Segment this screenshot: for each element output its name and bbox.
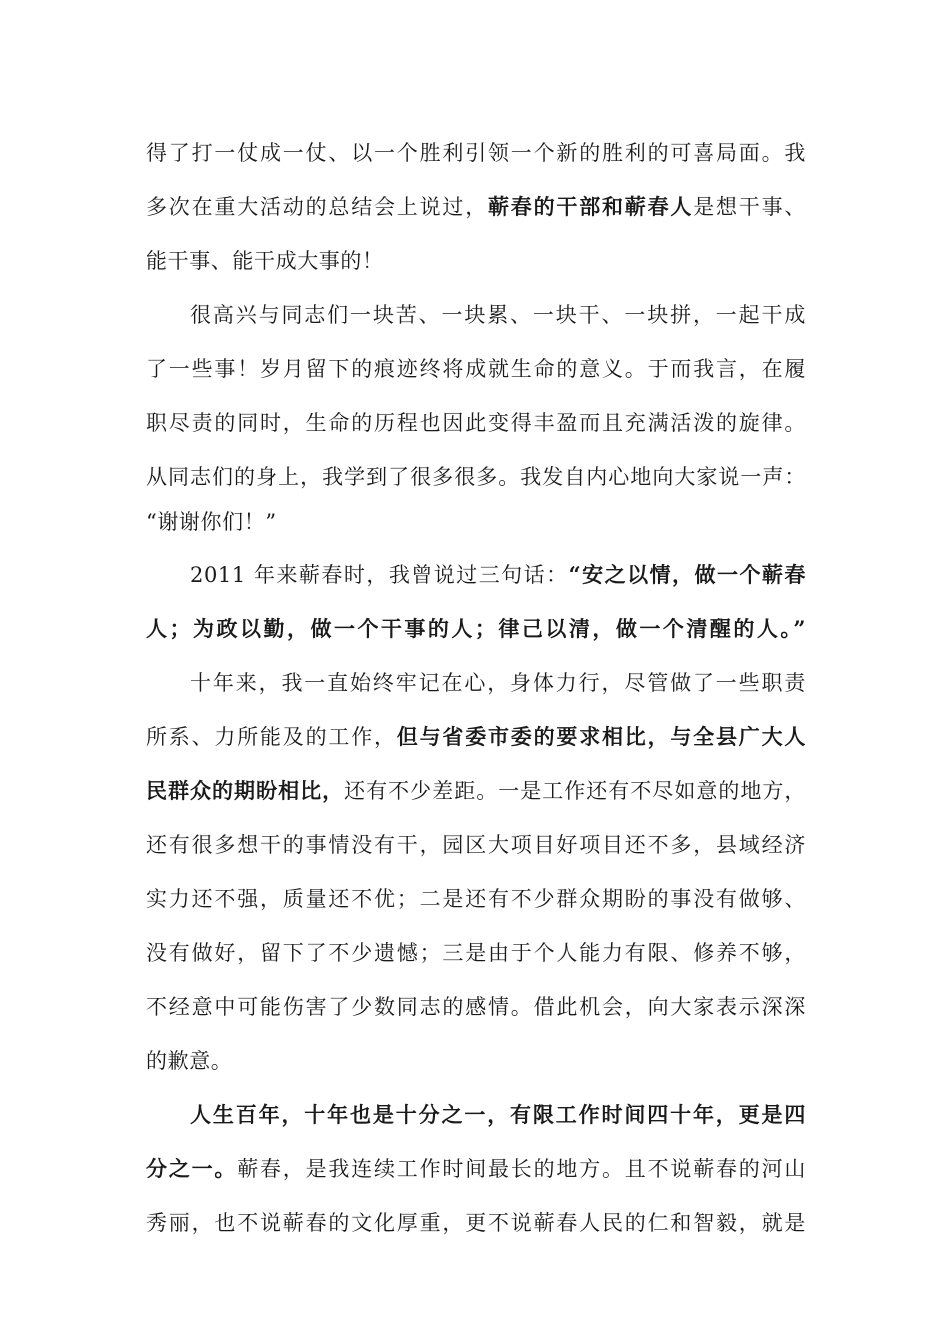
- text-line: [146, 656, 806, 710]
- text-segment: 多次在重大活动的总结会上说过，: [146, 195, 488, 219]
- text-line: [146, 1034, 806, 1088]
- text-segment: 2011 年来蕲春时，我曾说过三句话：: [190, 563, 569, 587]
- text-segment: 秀丽，也不说蕲春的文化厚重，更不说蕲春人民的仁和智毅，就是: [146, 1211, 806, 1235]
- bold-text-segment: 蕲春的干部和蕲春人: [488, 194, 694, 219]
- text-segment: 不经意中可能伤害了少数同志的感情。借此机会，向大家表示深深: [146, 995, 806, 1019]
- text-line: [146, 764, 806, 818]
- text-segment: 的歉意。: [146, 1049, 233, 1073]
- text-segment: 所系、力所能及的工作，: [146, 725, 397, 749]
- text-segment: 得了打一仗成一仗、以一个胜利引领一个新的胜利的可喜局面。我: [146, 141, 806, 165]
- text-line: [146, 342, 806, 396]
- text-segment: 很高兴与同志们一块苦、一块累、一块干、一块拼，一起干成: [190, 303, 806, 327]
- text-segment: 还有不少差距。一是工作还有不尽如意的地方，: [344, 779, 806, 803]
- text-segment: “谢谢你们！”: [146, 510, 277, 534]
- text-line: [146, 980, 806, 1034]
- document-page: [146, 126, 806, 1250]
- text-segment: 了一些事！岁月留下的痕迹终将成就生命的意义。于而我言，在履: [146, 357, 806, 381]
- bold-text-segment: 民群众的期盼相比，: [146, 778, 345, 803]
- text-line: [146, 602, 806, 656]
- text-line: [146, 126, 806, 180]
- text-segment: 是想干事、: [693, 195, 807, 219]
- text-line: [146, 234, 806, 288]
- text-line: [146, 710, 806, 764]
- text-line: [146, 1196, 806, 1250]
- text-line: [146, 1088, 806, 1142]
- text-line: [146, 548, 806, 602]
- text-line: [146, 288, 806, 342]
- text-segment: 十年来，我一直始终牢记在心，身体力行，尽管做了一些职责: [190, 671, 806, 695]
- text-segment: 从同志们的身上，我学到了很多很多。我发自内心地向大家说一声：: [146, 465, 806, 489]
- text-line: [146, 450, 806, 504]
- bold-text-segment: 人；为政以勤，做一个干事的人；律己以清，做一个清醒的人。”: [146, 616, 806, 641]
- bold-text-segment: “安之以情，做一个蕲春: [568, 562, 806, 587]
- text-line: [146, 180, 806, 234]
- text-segment: 实力还不强，质量还不优；二是还有不少群众期盼的事没有做够、: [146, 887, 806, 911]
- text-segment: 能干事、能干成大事的！: [146, 249, 384, 273]
- text-line: [146, 872, 806, 926]
- text-segment: 没有做好，留下了不少遗憾；三是由于个人能力有限、修养不够，: [146, 941, 806, 965]
- text-line: [146, 1142, 806, 1196]
- text-line: [146, 818, 806, 872]
- bold-text-segment: 分之一。: [146, 1156, 238, 1181]
- bold-text-segment: 人生百年，十年也是十分之一，有限工作时间四十年，更是四: [190, 1102, 806, 1127]
- bold-text-segment: 但与省委市委的要求相比，与全县广大人: [396, 724, 806, 749]
- text-line: [146, 504, 806, 548]
- text-segment: 职尽责的同时，生命的历程也因此变得丰盈而且充满活泼的旋律。: [146, 411, 806, 435]
- text-line: [146, 926, 806, 980]
- text-line: [146, 396, 806, 450]
- text-segment: 还有很多想干的事情没有干，园区大项目好项目还不多，县域经济: [146, 833, 806, 857]
- text-segment: 蕲春，是我连续工作时间最长的地方。且不说蕲春的河山: [237, 1157, 806, 1181]
